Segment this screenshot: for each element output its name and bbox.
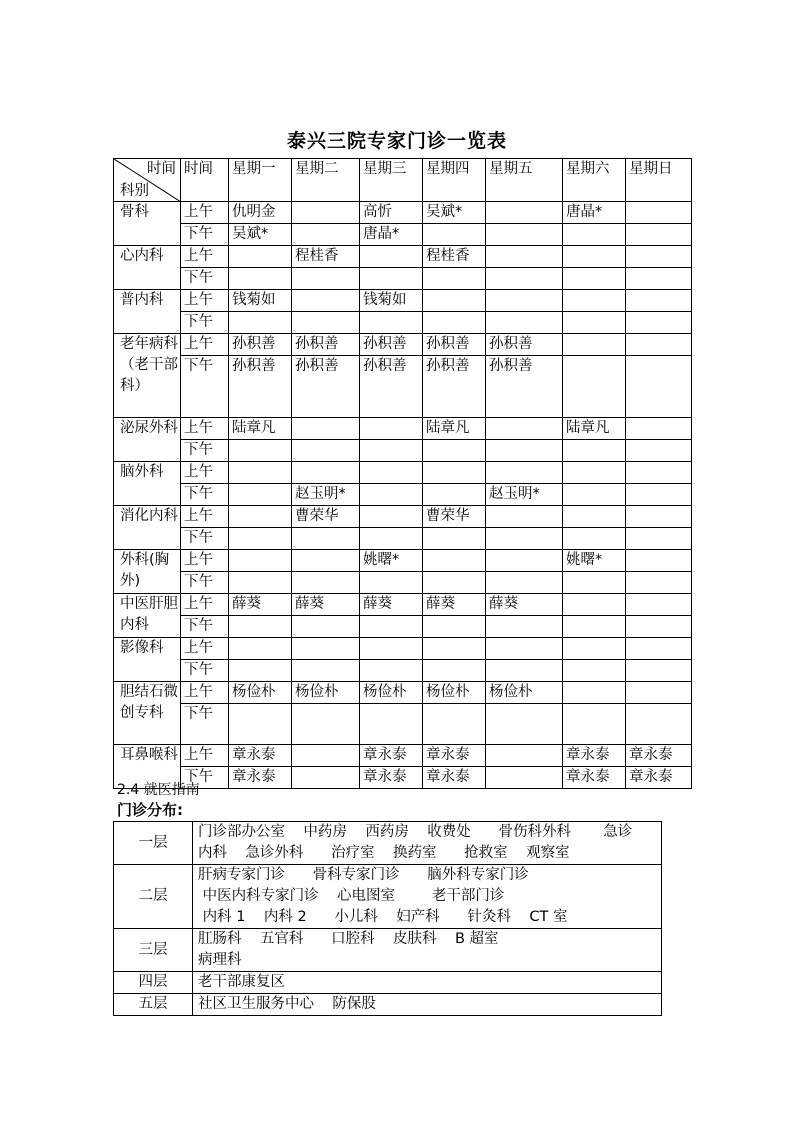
doctor-cell: 唐晶* [360,224,423,246]
doctor-cell [486,224,563,246]
doctor-cell [229,660,292,682]
period-cell: 上午 [181,334,229,356]
floor-rooms [193,822,662,865]
doctor-cell: 吴斌* [423,202,486,224]
doctor-cell: 孙积善 [486,334,563,356]
department-name: 耳鼻喉科 [114,745,181,789]
doctor-cell: 曹荣华 [292,506,360,528]
doctor-cell [563,572,626,594]
doctor-cell: 钱菊如 [229,290,292,312]
doctor-cell [486,550,563,572]
doctor-cell [229,616,292,638]
period-cell: 上午 [181,290,229,312]
doctor-cell [292,616,360,638]
department-name: 脑外科 [114,462,181,506]
table-row [114,594,692,616]
period-cell: 下午 [181,484,229,506]
floor-rooms [193,972,662,994]
doctor-cell [292,224,360,246]
table-row [114,616,692,638]
doctor-cell [626,616,692,638]
header-cell: 星期五 [486,159,563,202]
doctor-cell [486,418,563,440]
room-line: 肛肠科 五官科 口腔科 皮肤科 B 超室 [198,931,499,947]
doctor-cell [360,246,423,268]
doctor-cell [292,704,360,745]
doctor-cell [486,246,563,268]
doctor-cell [626,268,692,290]
floor-label: 五层 [114,994,193,1016]
period-cell: 下午 [181,312,229,334]
doctor-cell [423,550,486,572]
doctor-cell: 孙积善 [423,356,486,418]
doctor-cell [626,550,692,572]
floor-row [114,994,662,1016]
doctor-cell [229,462,292,484]
doctor-cell [563,246,626,268]
doctor-cell [229,312,292,334]
period-cell: 上午 [181,745,229,767]
doctor-cell [360,506,423,528]
doctor-cell [486,638,563,660]
doctor-cell: 薛葵 [423,594,486,616]
doctor-cell [229,704,292,745]
doctor-cell: 章永泰 [360,767,423,789]
doctor-cell: 孙积善 [292,356,360,418]
doctor-cell: 薛葵 [486,594,563,616]
table-row [114,704,692,745]
doctor-cell: 程桂香 [423,246,486,268]
doctor-cell [626,638,692,660]
floor-row [114,822,662,865]
floor-label: 四层 [114,972,193,994]
doctor-cell [423,312,486,334]
doctor-cell [423,572,486,594]
doctor-cell: 章永泰 [626,745,692,767]
doctor-cell [626,660,692,682]
doctor-cell [626,440,692,462]
doctor-cell [292,767,360,789]
doctor-cell [626,356,692,418]
doctor-cell [626,334,692,356]
doctor-cell [360,418,423,440]
period-cell: 上午 [181,550,229,572]
doctor-cell: 章永泰 [423,767,486,789]
doctor-cell: 孙积善 [360,356,423,418]
room-line: 内科 急诊外科 治疗室 换药室 抢救室 观察室 [198,845,570,861]
doctor-cell: 曹荣华 [423,506,486,528]
doctor-cell [626,528,692,550]
table-row [114,745,692,767]
doctor-cell [423,224,486,246]
period-cell: 下午 [181,767,229,789]
table-row [114,440,692,462]
floor-label: 一层 [114,822,193,865]
doctor-cell: 陆章凡 [423,418,486,440]
header-row [114,159,692,202]
floor-row [114,972,662,994]
header-cell: 星期四 [423,159,486,202]
table-row [114,202,692,224]
doctor-cell [423,440,486,462]
doctor-cell [229,484,292,506]
table-row [114,356,692,418]
doctor-cell [292,312,360,334]
corner-header-cell [114,159,181,202]
doctor-cell [360,484,423,506]
doctor-cell [563,528,626,550]
schedule-table [113,158,692,789]
table-row [114,682,692,704]
doctor-cell [423,484,486,506]
doctor-cell: 钱菊如 [360,290,423,312]
doctor-cell: 赵玉明* [486,484,563,506]
doctor-cell [292,202,360,224]
doctor-cell [563,290,626,312]
page-title: 泰兴三院专家门诊一览表 [286,130,507,152]
room-line: 内科 1 内科 2 小儿科 妇产科 针灸科 CT 室 [198,909,568,925]
header-cell: 星期一 [229,159,292,202]
doctor-cell [563,594,626,616]
period-cell: 下午 [181,704,229,745]
doctor-cell [563,616,626,638]
table-row [114,484,692,506]
doctor-cell [486,506,563,528]
department-name: 老年病科（老干部科） [114,334,181,418]
doctor-cell [292,418,360,440]
doctor-cell: 程桂香 [292,246,360,268]
table-row [114,660,692,682]
doctor-cell [563,704,626,745]
doctor-cell [360,268,423,290]
table-row [114,767,692,789]
doctor-cell [486,462,563,484]
doctor-cell: 章永泰 [563,767,626,789]
period-cell: 下午 [181,224,229,246]
table-row [114,246,692,268]
doctor-cell: 唐晶* [563,202,626,224]
period-cell: 上午 [181,594,229,616]
doctor-cell [423,290,486,312]
floor-rooms [193,865,662,929]
doctor-cell: 章永泰 [423,745,486,767]
doctor-cell: 孙积善 [229,356,292,418]
doctor-cell [563,356,626,418]
table-row [114,506,692,528]
doctor-cell [292,745,360,767]
doctor-cell [292,462,360,484]
doctor-cell [292,528,360,550]
doctor-cell [626,202,692,224]
corner-dept-label: 科别 [120,183,149,199]
doctor-cell: 孙积善 [486,356,563,418]
doctor-cell [360,704,423,745]
doctor-cell [360,312,423,334]
doctor-cell [563,660,626,682]
doctor-cell [563,224,626,246]
doctor-cell: 杨俭朴 [229,682,292,704]
doctor-cell: 仇明金 [229,202,292,224]
doctor-cell [360,440,423,462]
doctor-cell [292,638,360,660]
table-row [114,550,692,572]
department-name: 普内科 [114,290,181,334]
floor-row [114,929,662,972]
doctor-cell [486,704,563,745]
doctor-cell [292,572,360,594]
period-cell: 上午 [181,462,229,484]
doctor-cell: 孙积善 [292,334,360,356]
doctor-cell: 孙积善 [229,334,292,356]
header-cell: 星期二 [292,159,360,202]
doctor-cell [626,682,692,704]
doctor-cell [563,268,626,290]
doctor-cell [563,638,626,660]
period-cell: 下午 [181,528,229,550]
period-cell: 下午 [181,572,229,594]
period-cell: 上午 [181,246,229,268]
doctor-cell [626,224,692,246]
room-line: 门诊部办公室 中药房 西药房 收费处 骨伤科外科 急诊 [198,824,633,840]
doctor-cell [229,268,292,290]
floor-label: 三层 [114,929,193,972]
doctor-cell [360,572,423,594]
doctor-cell: 薛葵 [229,594,292,616]
doctor-cell [229,440,292,462]
room-line: 中医内科专家门诊 心电图室 老干部门诊 [198,888,505,904]
doctor-cell: 高忻 [360,202,423,224]
period-cell: 上午 [181,506,229,528]
doctor-cell [626,572,692,594]
doctor-cell: 薛葵 [292,594,360,616]
period-cell: 上午 [181,638,229,660]
period-cell: 下午 [181,660,229,682]
doctor-cell [360,660,423,682]
doctor-cell: 薛葵 [360,594,423,616]
department-name: 消化内科 [114,506,181,550]
doctor-cell: 章永泰 [626,767,692,789]
doctor-cell [229,506,292,528]
department-name: 骨科 [114,202,181,246]
table-row [114,572,692,594]
doctor-cell [292,290,360,312]
doctor-cell [423,660,486,682]
department-name: 泌尿外科 [114,418,181,462]
doctor-cell: 章永泰 [360,745,423,767]
doctor-cell [563,334,626,356]
department-name: 心内科 [114,246,181,290]
doctor-cell [360,616,423,638]
department-name: 外科(胸外) [114,550,181,594]
period-cell: 上午 [181,202,229,224]
doctor-cell [486,572,563,594]
period-cell: 下午 [181,268,229,290]
doctor-cell: 姚曙* [360,550,423,572]
doctor-cell [229,528,292,550]
doctor-cell [486,745,563,767]
doctor-cell [626,506,692,528]
doctor-cell [563,462,626,484]
doctor-cell [626,246,692,268]
doctor-cell [626,418,692,440]
doctor-cell: 孙积善 [423,334,486,356]
department-name: 影像科 [114,638,181,682]
doctor-cell [423,616,486,638]
doctor-cell [486,616,563,638]
doctor-cell: 陆章凡 [229,418,292,440]
doctor-cell [486,290,563,312]
doctor-cell [563,682,626,704]
doctor-cell [229,246,292,268]
doctor-cell: 章永泰 [229,767,292,789]
doctor-cell [292,268,360,290]
doctor-cell [423,462,486,484]
doctor-cell: 杨俭朴 [360,682,423,704]
table-row [114,268,692,290]
table-row [114,638,692,660]
doctor-cell [486,312,563,334]
section-heading: 2.4 就医指南 [117,782,200,798]
doctor-cell [360,528,423,550]
floor-distribution-table [113,821,662,1016]
doctor-cell: 姚曙* [563,550,626,572]
period-cell: 下午 [181,440,229,462]
doctor-cell [563,484,626,506]
doctor-cell: 孙积善 [360,334,423,356]
table-row [114,418,692,440]
department-name: 胆结石微创专科 [114,682,181,745]
doctor-cell [486,202,563,224]
doctor-cell [229,638,292,660]
period-cell: 下午 [181,616,229,638]
header-cell: 星期日 [626,159,692,202]
doctor-cell [360,462,423,484]
doctor-cell [423,638,486,660]
header-cell: 星期六 [563,159,626,202]
table-row [114,312,692,334]
period-cell: 下午 [181,356,229,418]
floor-rooms [193,994,662,1016]
table-row [114,528,692,550]
period-cell: 上午 [181,418,229,440]
doctor-cell: 杨俭朴 [292,682,360,704]
doctor-cell [626,312,692,334]
doctor-cell [229,550,292,572]
doctor-cell: 杨俭朴 [423,682,486,704]
doctor-cell [423,528,486,550]
distribution-title: 门诊分布: [117,801,183,819]
corner-time-label: 时间 [147,161,176,177]
header-cell: 时间 [181,159,229,202]
table-row [114,290,692,312]
doctor-cell [486,528,563,550]
doctor-cell: 章永泰 [229,745,292,767]
table-row [114,334,692,356]
doctor-cell: 陆章凡 [563,418,626,440]
doctor-cell [486,767,563,789]
doctor-cell [486,440,563,462]
doctor-cell [486,660,563,682]
table-row [114,224,692,246]
doctor-cell: 章永泰 [563,745,626,767]
doctor-cell: 杨俭朴 [486,682,563,704]
room-line: 社区卫生服务中心 防保股 [198,996,376,1012]
department-name: 中医肝胆内科 [114,594,181,638]
doctor-cell: 吴斌* [229,224,292,246]
doctor-cell: 赵玉明* [292,484,360,506]
doctor-cell [626,462,692,484]
floor-rooms [193,929,662,972]
doctor-cell [563,440,626,462]
doctor-cell [292,550,360,572]
period-cell: 上午 [181,682,229,704]
room-line: 老干部康复区 [198,974,285,990]
doctor-cell [626,484,692,506]
doctor-cell [626,704,692,745]
doctor-cell [292,660,360,682]
doctor-cell [423,704,486,745]
doctor-cell [563,312,626,334]
doctor-cell [626,290,692,312]
table-row [114,462,692,484]
doctor-cell [626,594,692,616]
floor-row [114,865,662,929]
floor-label: 二层 [114,865,193,929]
header-cell: 星期三 [360,159,423,202]
doctor-cell [229,572,292,594]
room-line: 肝病专家门诊 骨科专家门诊 脑外科专家门诊 [198,867,529,883]
doctor-cell [423,268,486,290]
room-line: 病理科 [198,952,242,968]
doctor-cell [563,506,626,528]
doctor-cell [292,440,360,462]
doctor-cell [360,638,423,660]
doctor-cell [486,268,563,290]
